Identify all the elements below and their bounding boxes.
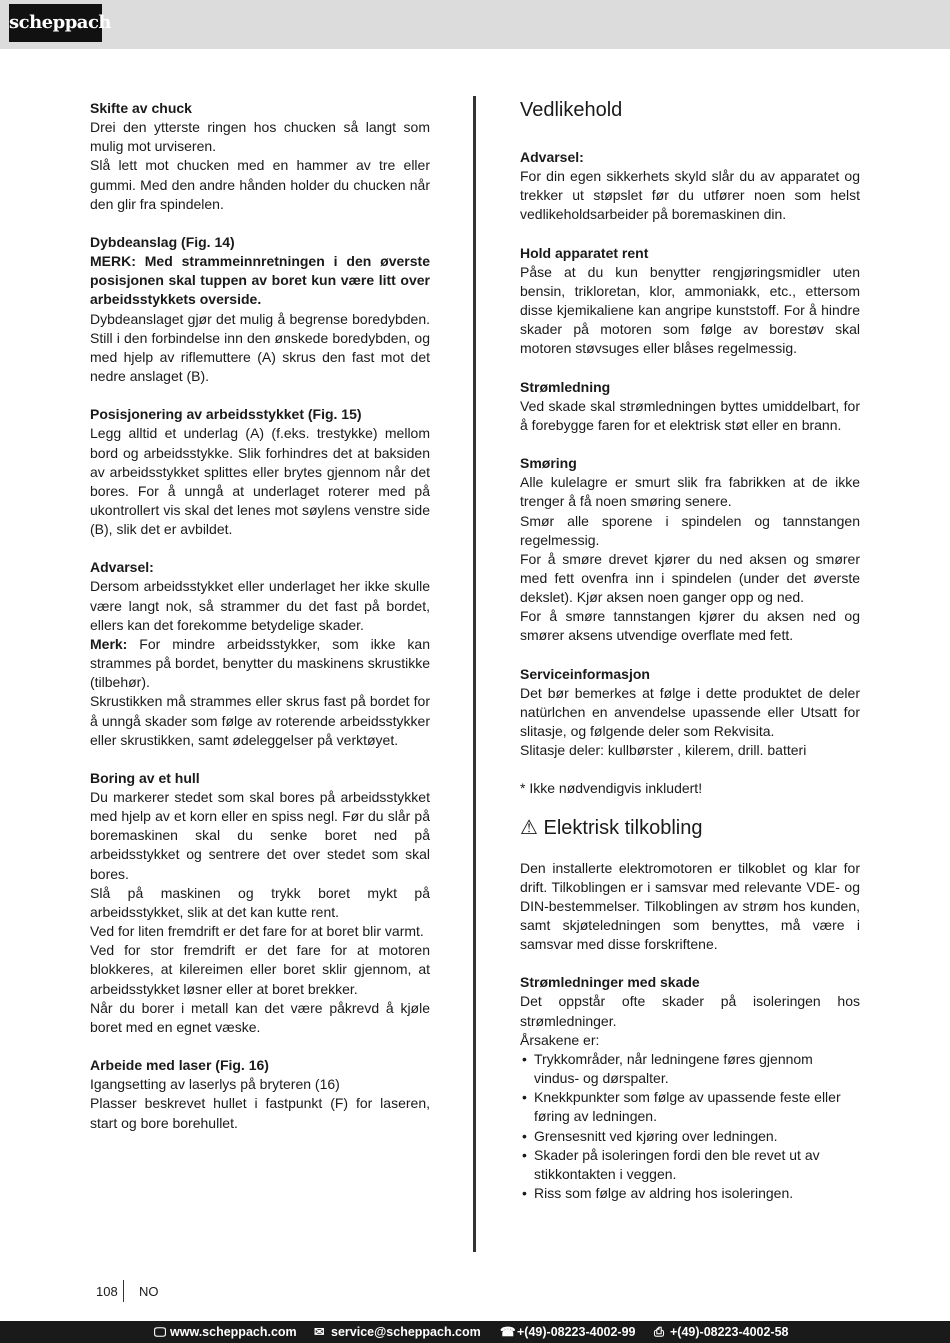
note-text: For mindre arbeidsstykker, som ikke kan strammes på bordet, benytter du maskinens skrustikke (tilbehør). xyxy=(90,635,430,691)
footer-divider xyxy=(123,1280,124,1302)
note-bold: MERK: Med strammeinnretningen i den øverste posisjonen skal tuppen av boret kun være litt over arbeidsstykkets overside. xyxy=(90,253,430,308)
paragraph: Når du borer i metall kan det være påkrevd å kjøle boret med en egnet væske. xyxy=(90,999,430,1035)
paragraph: Slitasje deler: kullbørster , kilerem, drill. batteri xyxy=(520,742,807,759)
section-title-text: Elektrisk tilkobling xyxy=(543,816,703,839)
paragraph: For å smøre tannstangen kjører du aksen ned og smører aksens utvendige overflate med fett. xyxy=(520,608,860,644)
paragraph: Ved for stor fremdrift er det fare for at motoren blokkeres, at kilereimen eller boret sklir gjennom, at arbeidsstykket løsner eller at boret brekker. xyxy=(90,942,430,997)
paragraph: Skrustikken må strammes eller skrus fast på bordet for å unngå skader som følge av roterende arbeidsstykker eller skrustikken, samt ødeleggelser på verktøyet. xyxy=(90,693,430,748)
paragraph: Legg alltid et underlag (A) (f.eks. trestykke) mellom bord og arbeidsstykke. Slik forhindres det at baksiden av arbeidsstykket splittes eller brytes gjennom når det bores. For å unngå at underlaget roterer med på ukontrollert vis skal det lenes mot søylens venstre side (B), slik det er avbildet. xyxy=(90,425,430,538)
heading-positioning: Posisjonering av arbeidsstykket (Fig. 15) xyxy=(90,406,362,423)
paragraph: Det oppstår ofte skader på isoleringen hos strømledninger. xyxy=(520,993,860,1029)
heading-keep-clean: Hold apparatet rent xyxy=(520,244,649,261)
paragraph: Påse at du kun benytter rengjøringsmidler uten bensin, trikloretan, klor, ammoniakk, etc., ettersom disse kjemikaliene kan angripe kunststoff. For å hindre skader på motoren som følge av borestøv skal motoren støvsuges eller blåses regelmessig. xyxy=(520,263,860,357)
contact-bar xyxy=(0,1321,950,1343)
paragraph: For å smøre drevet kjører du ned aksen og smører med fett ovenfra inn i spindelen (under det øverste dekslet). Kjør aksen noen ganger opp og ned. xyxy=(520,550,860,606)
column-divider xyxy=(473,96,476,1252)
heading-change-chuck: Skifte av chuck xyxy=(90,100,192,116)
email-icon: ✉ xyxy=(314,1325,325,1339)
heading-warning: Advarsel: xyxy=(90,559,154,576)
paragraph: Det bør bemerkes at følge i dette produktet de deler natürlchen en anvendelse upassende eller Utsatt for slitasje, og følgende deler som Rekvisita. xyxy=(520,684,860,740)
phone-icon: ☎ xyxy=(500,1325,516,1339)
page-number: 108 xyxy=(96,1284,118,1299)
paragraph: Slå lett mot chucken med en hammer av tre eller gummi. Med den andre hånden holder du chucken når den glir fra spindelen. xyxy=(90,157,430,212)
paragraph: Dersom arbeidsstykket eller underlaget her ikke skulle være langt nok, så strammer du det fast på bordet, ellers kan det forekomme betydelige skader. xyxy=(90,578,430,633)
email-link[interactable]: service@scheppach.com xyxy=(331,1325,481,1339)
paragraph: Alle kulelagre er smurt slik fra fabrikken at de ikke trenger å få noen smøring senere. xyxy=(520,474,860,510)
language-code: NO xyxy=(139,1284,159,1299)
computer-icon: 🖵 xyxy=(154,1325,167,1339)
paragraph: Den installerte elektromotoren er tilkoblet og klar for drift. Tilkoblingen er i samsvar med relevante VDE- og DIN-bestemmelser. Tilkoblingen av strøm hos kunden, samt skjøteledningen som benyttes, må være i samsvar med disse forskriftene. xyxy=(520,859,860,953)
paragraph: Slå på maskinen og trykk boret mykt på arbeidsstykket, slik at det kan kutte rent. xyxy=(90,884,430,920)
section-title-maintenance: Vedlikehold xyxy=(520,99,623,121)
heading-warning: Advarsel: xyxy=(520,149,584,165)
paragraph: Ved skade skal strømledningen byttes umiddelbart, for å forebygge faren for et elektrisk støt eller en brann. xyxy=(520,397,860,433)
heading-drilling: Boring av et hull xyxy=(90,769,200,786)
fax-number: +(49)-08223-4002-58 xyxy=(670,1325,789,1339)
list-item: • Riss som følge av aldring hos isoleringen. xyxy=(520,1184,860,1203)
paragraph: Igangsetting av laserlys på bryteren (16) xyxy=(90,1076,340,1093)
right-column xyxy=(520,99,860,1203)
paragraph: For din egen sikkerhets skyld slår du av apparatet og trekker ut støpslet før du utfører noen som helst vedlikeholdsarbeider på boremaskinen din. xyxy=(520,168,860,223)
section-title-electrical xyxy=(520,817,860,839)
warning-icon: ⚠ xyxy=(520,816,538,839)
heading-power-cord: Strømledning xyxy=(520,378,611,395)
scheppach-logo: scheppach xyxy=(9,4,102,42)
paragraph: Du markerer stedet som skal bores på arbeidsstykket med hjelp av et korn eller en spiss negl. Før du slår på boremaskinen skal du senke boret ned på arbeidsstykket og sentrere det over stedet som skal bores. xyxy=(90,789,430,882)
note-label: Merk: xyxy=(90,635,128,652)
heading-lubrication: Smøring xyxy=(520,455,577,472)
list-item: • Trykkområder, når ledningene føres gjennom vindus- og dørspalter. xyxy=(520,1050,860,1088)
heading-laser: Arbeide med laser (Fig. 16) xyxy=(90,1057,269,1074)
list-item: • Knekkpunkter som følge av upassende feste eller føring av ledningen. xyxy=(520,1088,860,1126)
footnote: * Ikke nødvendigvis inkludert! xyxy=(520,780,703,797)
paragraph: Smør alle sporene i spindelen og tannstangen regelmessig. xyxy=(520,512,860,548)
list-item: • Skader på isoleringen fordi den ble revet ut av stikkontakten i veggen. xyxy=(520,1146,860,1184)
list-item: • Grensesnitt ved kjøring over ledningen. xyxy=(520,1127,860,1146)
paragraph: Drei den ytterste ringen hos chucken så langt som mulig mot urviseren. xyxy=(90,119,430,155)
left-column xyxy=(90,99,430,1133)
website-link[interactable]: www.scheppach.com xyxy=(170,1325,297,1339)
header-bar xyxy=(0,0,950,49)
note-paragraph xyxy=(90,635,430,692)
heading-depth-stop: Dybdeanslag (Fig. 14) xyxy=(90,233,235,250)
heading-service-info: Serviceinformasjon xyxy=(520,665,650,682)
paragraph: Ved for liten fremdrift er det fare for at boret blir varmt. xyxy=(90,923,424,940)
paragraph: Plasser beskrevet hullet i fastpunkt (F) for laseren, start og bore borehullet. xyxy=(90,1095,430,1131)
paragraph: Årsakene er: xyxy=(520,1031,600,1048)
phone-number: +(49)-08223-4002-99 xyxy=(517,1325,636,1339)
paragraph: Dybdeanslaget gjør det mulig å begrense boredybden. Still i den forbindelse inn den ønskede boredybden, og med hjelp av riflemuttere (A) skrus den fast mot det nedre anslaget (B). xyxy=(90,310,430,385)
fax-icon: ⎙ xyxy=(654,1325,665,1339)
heading-damaged-cords: Strømledninger med skade xyxy=(520,974,700,991)
causes-list xyxy=(520,1050,860,1203)
